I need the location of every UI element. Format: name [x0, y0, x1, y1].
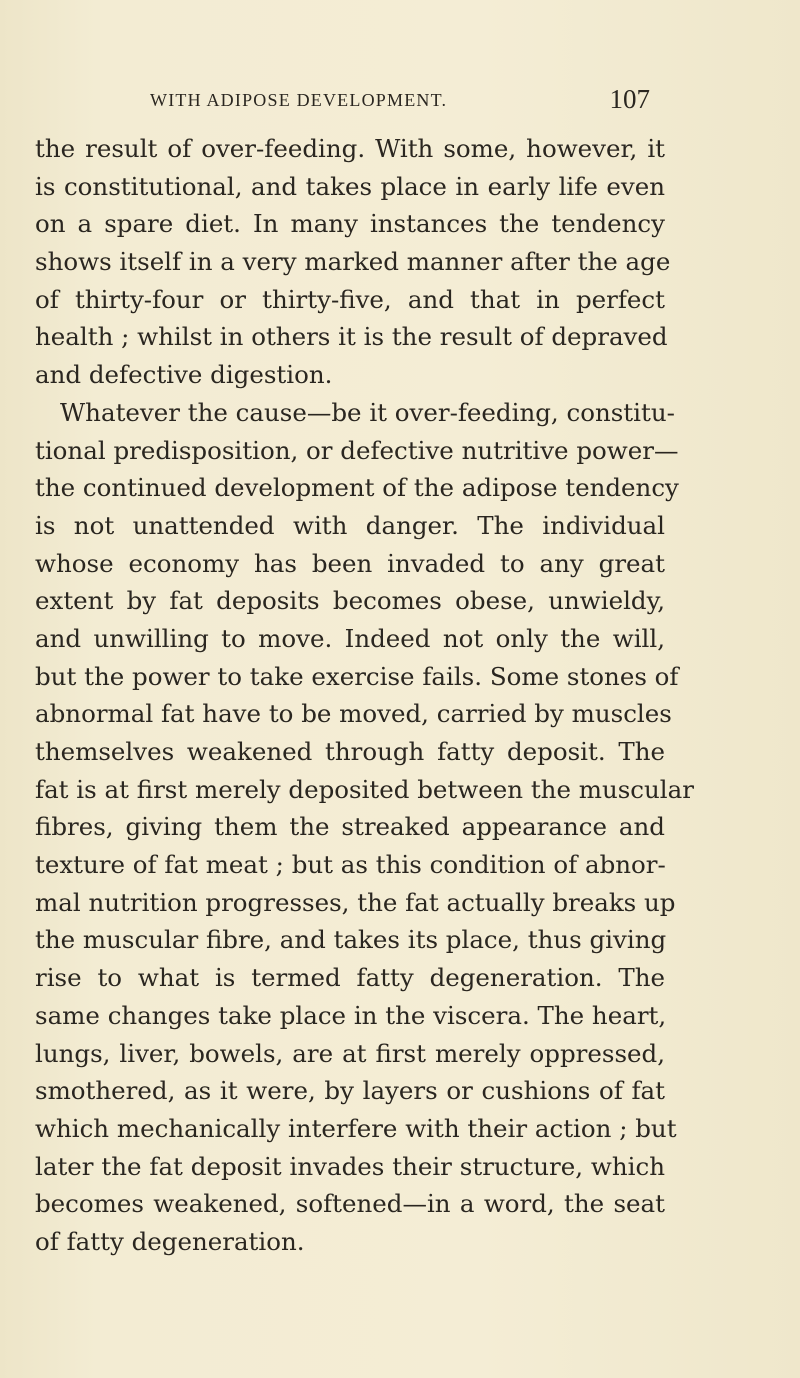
text-line: mal nutrition progresses, the fat actually breaks up: [35, 887, 676, 917]
text-line: becomes weakened, softened—in a word, the seat: [35, 1189, 665, 1219]
text-line: abnormal fat have to be moved, carried by muscles: [35, 699, 672, 729]
text-line: but the power to take exercise fails. Some stones of: [35, 661, 679, 691]
text-line: fibres, giving them the streaked appearance and: [35, 812, 665, 842]
running-title: WITH ADIPOSE DEVELOPMENT.: [150, 90, 448, 110]
text-line: later the fat deposit invades their structure, which: [35, 1151, 665, 1181]
paragraph-start-line: Whatever the cause—be it over-feeding, constitu-: [60, 397, 675, 427]
text-line: rise to what is termed fatty degeneration. The: [35, 963, 665, 993]
text-line: the muscular fibre, and takes its place, thus giving: [35, 925, 667, 955]
text-line: is not unattended with danger. The individual: [35, 510, 665, 540]
paragraph-end-line: of fatty degeneration.: [35, 1226, 305, 1256]
text-line: and unwilling to move. Indeed not only the will,: [35, 623, 665, 653]
text-line: shows itself in a very marked manner after the age: [35, 247, 671, 277]
text-line: is constitutional, and takes place in early life even: [35, 171, 665, 201]
text-line: tional predisposition, or defective nutritive power—: [35, 435, 679, 465]
paragraph-end-line: and defective digestion.: [35, 360, 333, 390]
page-number: 107: [609, 84, 650, 114]
text-line: themselves weakened through fatty deposit. The: [35, 737, 665, 766]
text-line: same changes take place in the viscera. The heart,: [35, 1000, 667, 1030]
text-line: which mechanically interfere with their action ; but: [35, 1113, 677, 1143]
text-line: the result of over-feeding. With some, however, it: [35, 134, 665, 163]
text-line: whose economy has been invaded to any great: [35, 548, 665, 578]
text-line: on a spare diet. In many instances the tendency: [35, 209, 665, 239]
text-line: of thirty-four or thirty-five, and that in perfect: [35, 284, 665, 314]
body-text: [35, 130, 694, 1261]
text-line: fat is at first merely deposited between the muscular: [35, 774, 694, 804]
text-line: smothered, as it were, by layers or cushions of fat: [35, 1076, 665, 1106]
text-line: extent by fat deposits becomes obese, unwieldy,: [35, 586, 665, 616]
text-line: health ; whilst in others it is the result of depraved: [35, 322, 668, 352]
running-head: [150, 84, 650, 120]
text-line: texture of fat meat ; but as this condition of abnor-: [35, 850, 666, 880]
text-line: lungs, liver, bowels, are at first merely oppressed,: [35, 1038, 665, 1068]
text-line: the continued development of the adipose tendency: [35, 473, 679, 503]
